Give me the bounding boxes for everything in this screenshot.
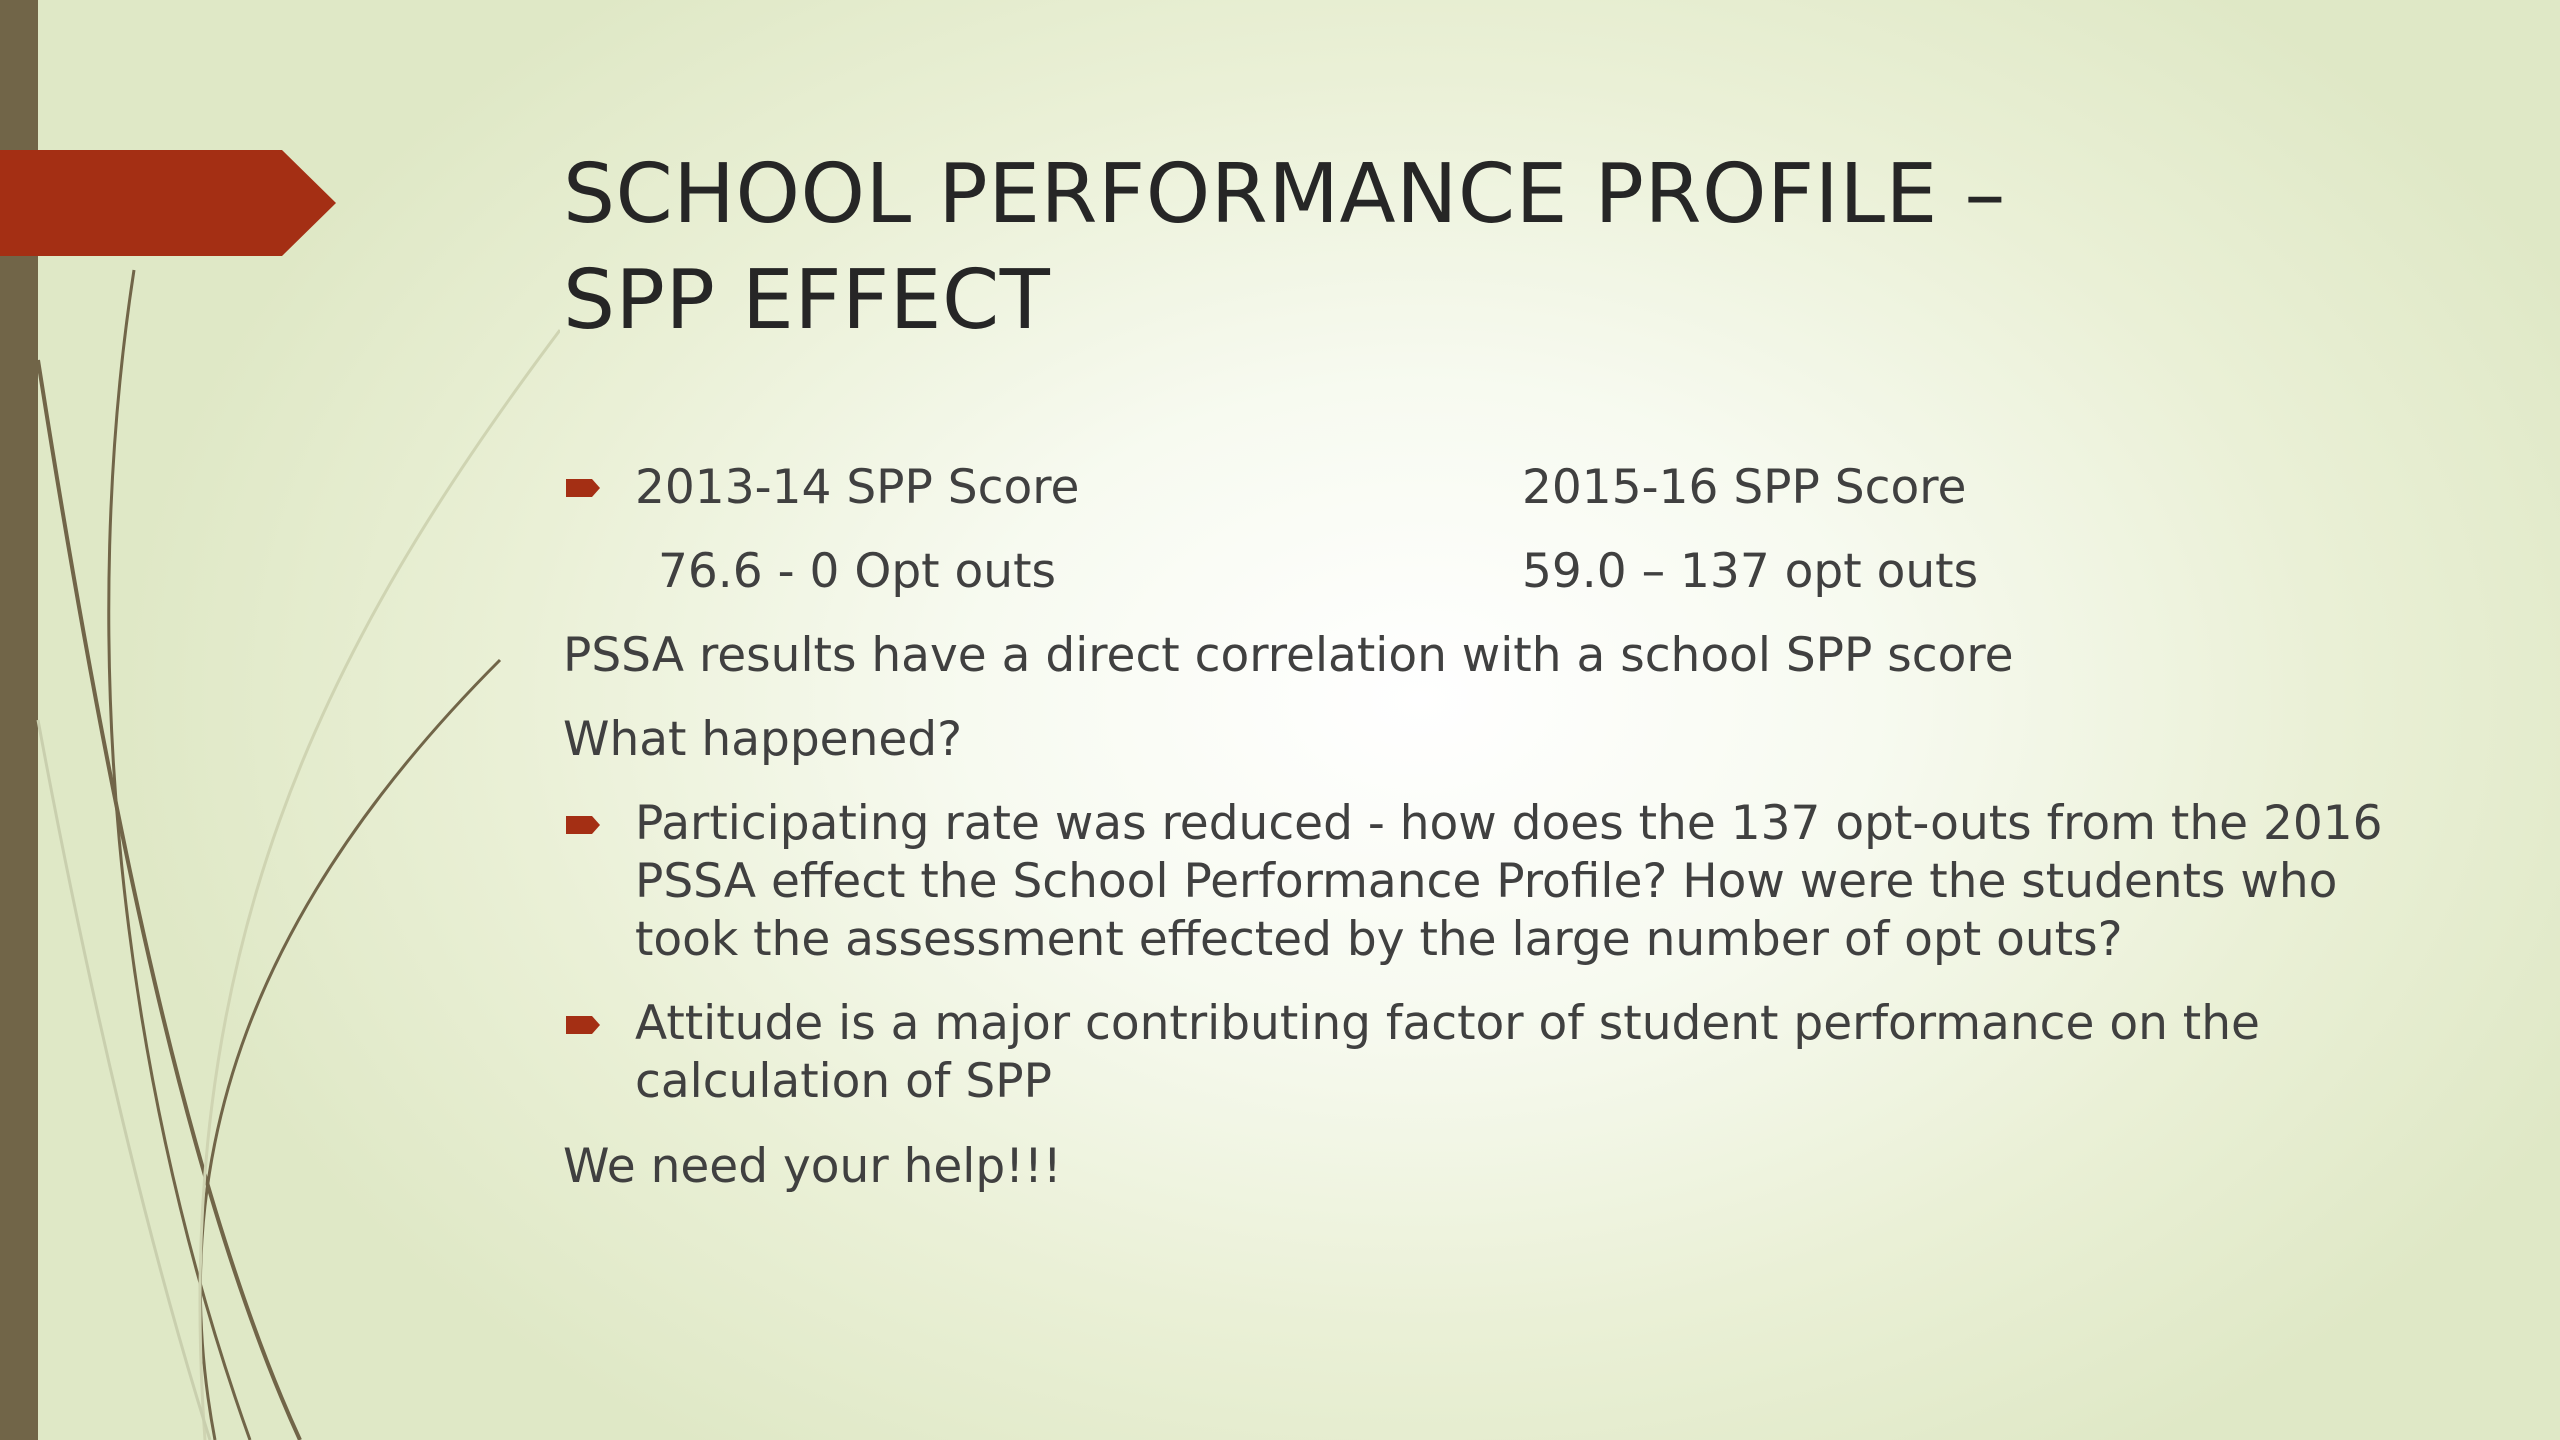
bullet-participation: Participating rate was reduced - how does the 137 opt-outs from the 2016 PSSA effect the School Performance Profile? How were the students who took the assessment effected by the large number of opt outs? bbox=[635, 796, 2383, 967]
score-2013-value: 76.6 - 0 Opt outs bbox=[658, 544, 1056, 599]
title-line-1: SCHOOL PERFORMANCE PROFILE – bbox=[563, 147, 2006, 242]
bullet-arrow-icon bbox=[566, 1014, 602, 1036]
bullet-arrow-icon bbox=[566, 477, 602, 499]
bullet-arrow-icon bbox=[566, 814, 602, 836]
score-2013-label: 2013-14 SPP Score bbox=[635, 460, 1080, 515]
score-2015-value: 59.0 – 137 opt outs bbox=[1522, 544, 1979, 599]
title-banner-arrow bbox=[0, 150, 336, 256]
bullet-attitude: Attitude is a major contributing factor of student performance on the calculation of SPP bbox=[635, 996, 2260, 1109]
page-title bbox=[563, 142, 2263, 354]
correlation-text: PSSA results have a direct correlation with a school SPP score bbox=[563, 628, 2014, 683]
question-text: What happened? bbox=[563, 712, 963, 767]
closing-text: We need your help!!! bbox=[563, 1139, 1062, 1194]
title-line-2: SPP EFFECT bbox=[563, 253, 1051, 348]
score-2015-label: 2015-16 SPP Score bbox=[1522, 460, 1967, 515]
